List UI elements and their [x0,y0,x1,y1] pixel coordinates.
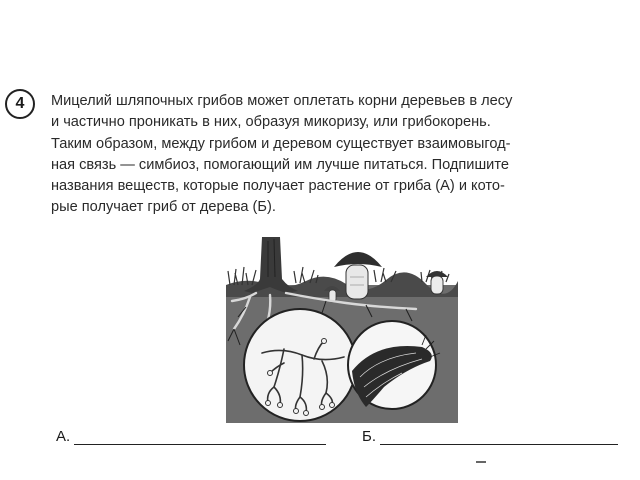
answer-b [362,428,618,445]
mycorrhiza-illustration [226,237,458,423]
question-line: и частично проникать в них, образуя микоризу, или грибокорень. [51,114,491,131]
answer-a-blank[interactable] [74,430,326,445]
answer-a-label: А. [56,428,71,445]
question-line: Таким образом, между грибом и деревом существует взаимовыгод- [51,135,511,152]
answer-b-label: Б. [362,428,377,445]
task-number-badge [5,89,35,119]
question-line: названия веществ, которые получает растение от гриба (А) и кото- [51,178,505,195]
question-line: ная связь — симбиоз, помогающий им лучше питаться. Подпишите [51,156,509,173]
question-text [51,91,640,219]
magnified-circle-left [244,309,356,421]
stray-mark [476,461,486,463]
answer-b-blank[interactable] [380,430,618,445]
answer-a [56,428,326,445]
task-number: 4 [15,95,25,112]
answer-area [56,418,636,448]
question-line: Мицелий шляпочных грибов может оплетать корни деревьев в лесу [51,93,513,109]
question-line: рые получает гриб от дерева (Б). [51,199,276,216]
